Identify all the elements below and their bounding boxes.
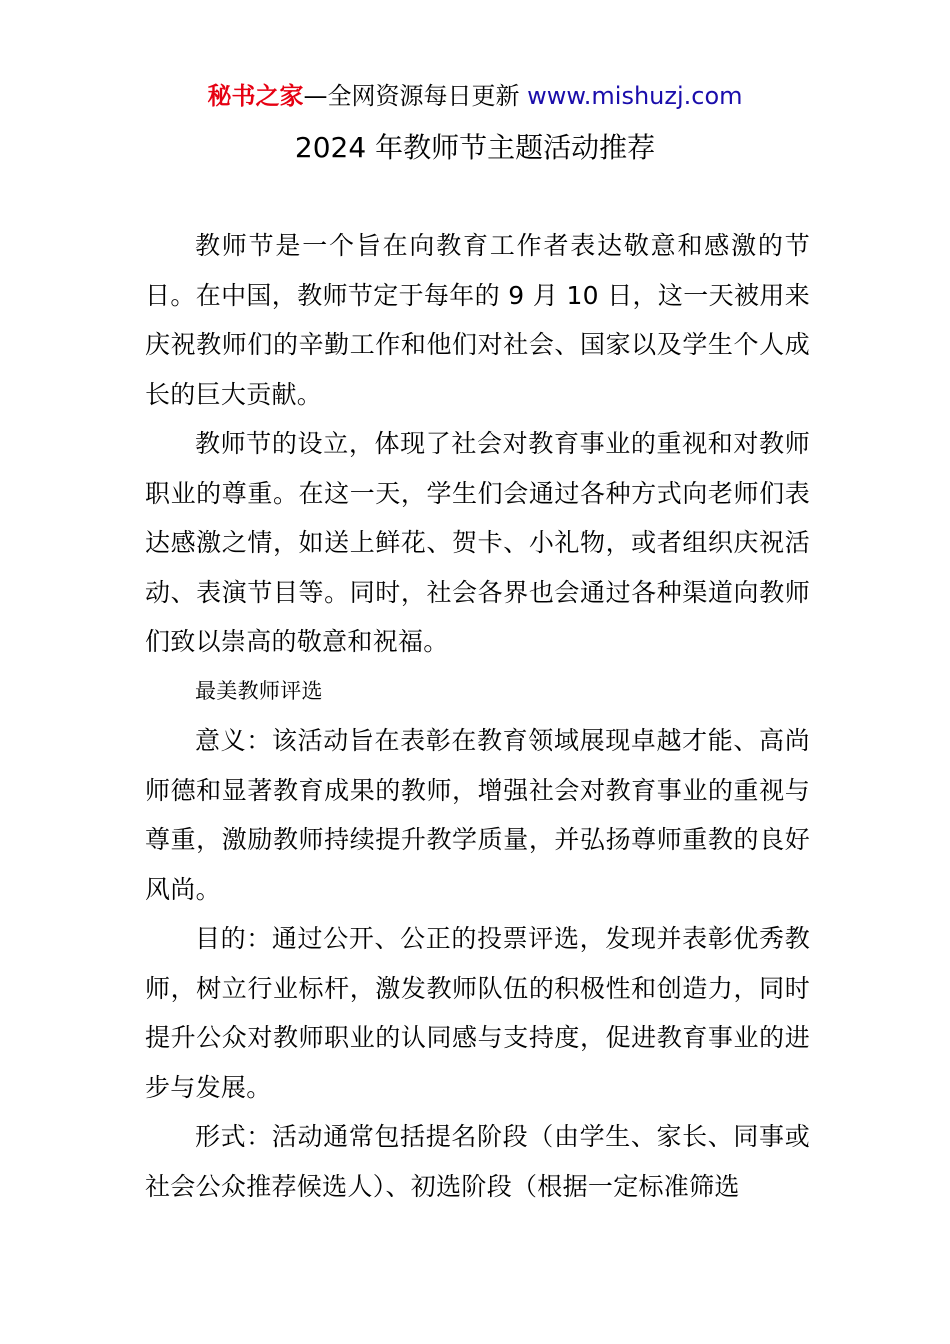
section-heading: 最美教师评选 — [195, 678, 323, 703]
site-header — [0, 80, 950, 112]
document-body — [145, 221, 810, 1211]
site-url-link[interactable]: www.mishuzj.com — [527, 82, 743, 110]
paragraph-meaning: 意义：该活动旨在表彰在教育领域展现卓越才能、高尚师德和显著教育成果的教师，增强社会对教育事业的重视与尊重，激励教师持续提升教学质量，并弘扬尊师重教的良好风尚。 — [145, 726, 810, 904]
site-brand: 秘书之家 — [207, 82, 304, 110]
paragraph-significance: 教师节的设立，体现了社会对教育事业的重视和对教师职业的尊重。在这一天，学生们会通过各种方式向老师们表达感激之情，如送上鲜花、贺卡、小礼物，或者组织庆祝活动、表演节目等。同时，社会各界也会通过各种渠道向教师们致以崇高的敬意和祝福。 — [145, 429, 810, 656]
site-tagline: —全网资源每日更新 — [303, 82, 528, 110]
document-title: 2024 年教师节主题活动推荐 — [294, 131, 656, 164]
paragraph-purpose: 目的：通过公开、公正的投票评选，发现并表彰优秀教师，树立行业标杆，激发教师队伍的积极性和创造力，同时提升公众对教师职业的认同感与支持度，促进教育事业的进步与发展。 — [145, 924, 810, 1102]
paragraph-intro: 教师节是一个旨在向教育工作者表达敬意和感激的节日。在中国，教师节定于每年的 9 月 10 日，这一天被用来庆祝教师们的辛勤工作和他们对社会、国家以及学生个人成长的巨大贡献。 — [145, 231, 810, 409]
paragraph-format: 形式：活动通常包括提名阶段（由学生、家长、同事或社会公众推荐候选人）、初选阶段（根据一定标准筛选 — [145, 1122, 810, 1201]
